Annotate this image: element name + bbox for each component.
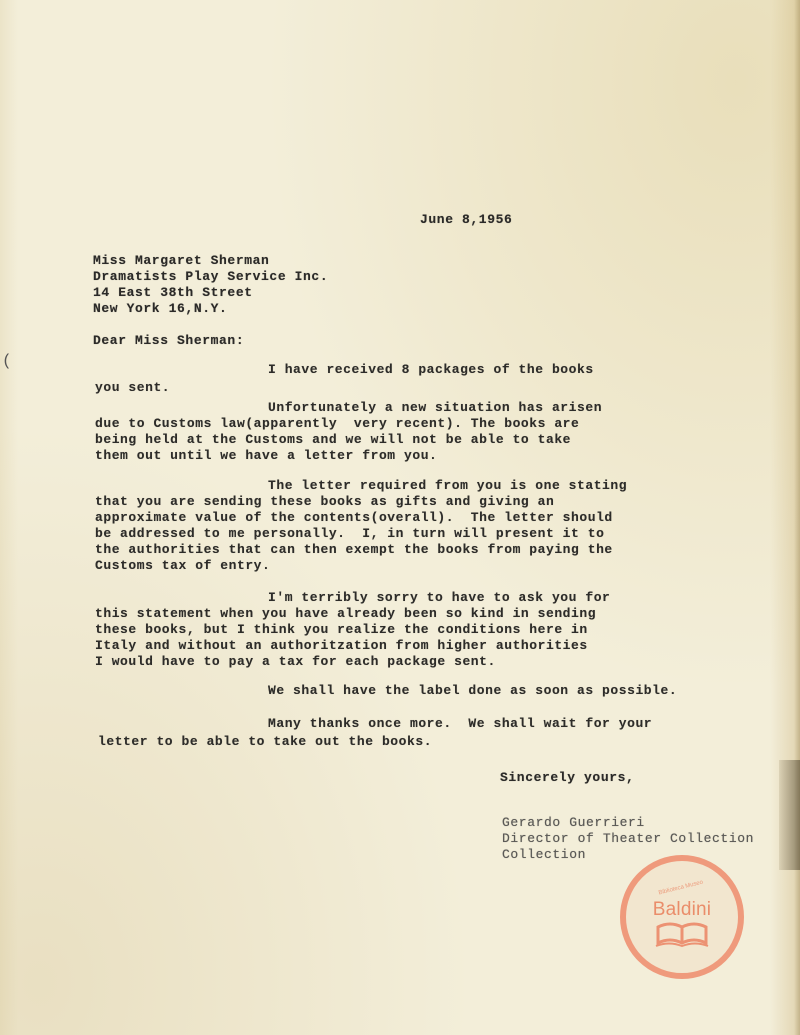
body-line: being held at the Customs and we will not be able to take [95, 432, 572, 447]
body-line: I'm terribly sorry to have to ask you for [268, 590, 611, 605]
body-line: due to Customs law(apparently very recent). The books are [95, 416, 580, 431]
signature-title-continued: Collection [502, 847, 587, 862]
margin-mark: ( [2, 352, 12, 370]
body-line: this statement when you have already been so kind in sending [95, 606, 597, 621]
recipient-street: 14 East 38th Street [93, 285, 253, 300]
body-line: them out until we have a letter from you. [95, 448, 438, 463]
body-line: We shall have the label done as soon as possible. [268, 683, 678, 698]
body-line: letter to be able to take out the books. [98, 734, 433, 749]
body-line: Italy and without an authoritzation from higher authorities [95, 638, 588, 653]
body-line: approximate value of the contents(overall). The letter should [95, 510, 613, 525]
recipient-company: Dramatists Play Service Inc. [93, 269, 329, 284]
body-line: Many thanks once more. We shall wait for your [268, 716, 653, 731]
body-line: I have received 8 packages of the books [268, 362, 594, 377]
body-line: Unfortunately a new situation has arisen [268, 400, 603, 415]
body-line: the authorities that can then exempt the books from paying the [95, 542, 613, 557]
body-line: I would have to pay a tax for each package sent. [95, 654, 496, 669]
stamp-name: Baldini [652, 899, 712, 920]
body-line: Customs tax of entry. [95, 558, 271, 573]
body-line: that you are sending these books as gifts and giving an [95, 494, 555, 509]
open-book-icon [654, 921, 710, 949]
library-stamp [620, 855, 744, 979]
recipient-city: New York 16,N.Y. [93, 301, 228, 316]
paper-fold-mark [779, 760, 800, 870]
body-line: be addressed to me personally. I, in turn will present it to [95, 526, 605, 541]
closing: Sincerely yours, [500, 770, 635, 785]
recipient-name: Miss Margaret Sherman [93, 253, 270, 268]
signature-name: Gerardo Guerrieri [502, 815, 645, 830]
body-line: The letter required from you is one stating [268, 478, 628, 493]
paper-edge-shadow [794, 0, 800, 1035]
body-line: these books, but I think you realize the conditions here in [95, 622, 588, 637]
letter-date: June 8,1956 [420, 212, 513, 227]
body-line: you sent. [95, 380, 171, 395]
salutation: Dear Miss Sherman: [93, 333, 245, 348]
signature-title: Director of Theater Collection [502, 831, 755, 846]
stamp-subtext: Biblioteca Museo [657, 879, 704, 897]
